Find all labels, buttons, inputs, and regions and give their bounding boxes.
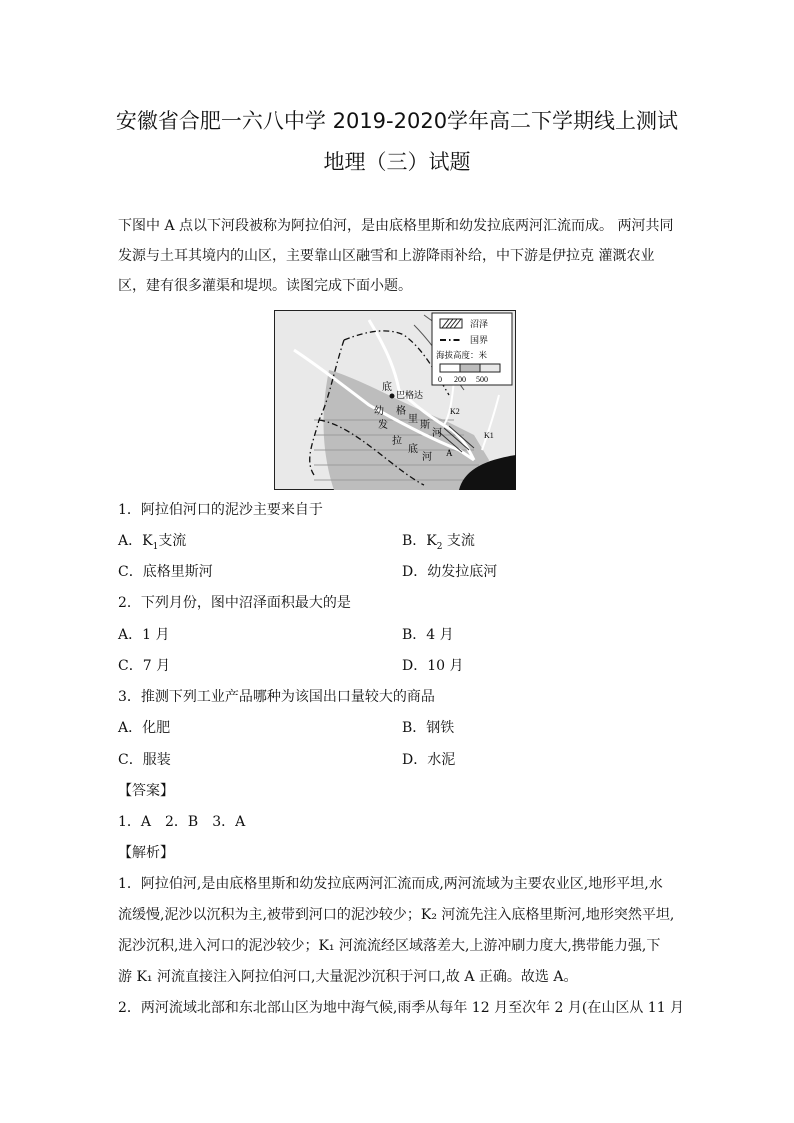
answer-heading: 【答案】 <box>118 783 174 799</box>
q2-option-d: D．10 月 <box>402 658 464 674</box>
q3-option-b: B．钢铁 <box>402 720 455 736</box>
q3-option-a: A．化肥 <box>118 720 171 736</box>
tigris-euphrates-map <box>274 310 516 490</box>
q2-option-c: C．7 月 <box>118 658 171 674</box>
k1-label: K1 <box>484 431 494 440</box>
svg-text:底: 底 <box>382 382 392 393</box>
document-title-line1: 安徽省合肥一六八中学 2019-2020学年高二下学期线上测试 <box>115 109 679 133</box>
q2-option-a: A．1 月 <box>118 627 170 643</box>
analysis-line: 2．两河流域北部和东北部山区为地中海气候,雨季从每年 12 月至次年 2 月(在山区从 11 月 <box>118 1000 685 1016</box>
svg-text:里: 里 <box>408 414 418 425</box>
point-a-label: A <box>446 448 453 458</box>
baghdad-marker <box>390 394 395 399</box>
legend-elevation-title: 海拔高度：米 <box>436 350 488 360</box>
q1-option-b: B．$K_2$ 支流 <box>402 533 475 552</box>
scale-label-0: 0 <box>438 375 442 384</box>
analysis-line: 流缓慢,泥沙以沉积为主,被带到河口的泥沙较少；K₂ 河流先注入底格里斯河,地形突然平坦, <box>118 907 675 923</box>
baghdad-label: 巴格达 <box>396 390 424 400</box>
q1-option-d: D．幼发拉底河 <box>402 564 498 580</box>
q3-option-d: D．水泥 <box>402 752 456 768</box>
question-1-stem: 1．阿拉伯河口的泥沙主要来自于 <box>118 502 323 518</box>
q1-option-a: A．$K_1$支流 <box>118 533 187 552</box>
q1-option-c: C．底格里斯河 <box>118 564 213 580</box>
svg-text:河: 河 <box>422 452 432 463</box>
analysis-line: 游 K₁ 河流直接注入阿拉伯河口,大量泥沙沉积于河口,故 A 正确。故选 A。 <box>118 969 578 985</box>
answer-list: 1．A 2．B 3．A <box>118 814 246 830</box>
svg-text:斯: 斯 <box>420 420 430 431</box>
analysis-line: 1．阿拉伯河,是由底格里斯和幼发拉底两河汇流而成,两河流域为主要农业区,地形平坦,水 <box>118 876 663 892</box>
legend-swamp-label: 沼泽 <box>470 319 489 329</box>
analysis-line: 泥沙沉积,进入河口的泥沙较少；K₁ 河流流经区域落差大,上游冲刷力度大,携带能力强,下 <box>118 938 661 954</box>
k2-label: K2 <box>450 407 460 416</box>
q2-option-b: B．4 月 <box>402 627 454 643</box>
document-title-line2: 地理（三）试题 <box>323 150 471 174</box>
svg-text:发: 发 <box>378 420 388 431</box>
question-2-stem: 2．下列月份，图中沼泽面积最大的是 <box>118 595 351 611</box>
svg-text:格: 格 <box>396 406 406 417</box>
svg-text:拉: 拉 <box>392 436 402 447</box>
intro-paragraph: 下图中 A 点以下河段被称为阿拉伯河，是由底格里斯和幼发拉底两河汇流而成。 两河共同发源与土耳其境内的山区，主要靠山区融雪和上游降雨补给，中下游是伊拉克 灌溉农业区，建有很多灌渠和堤坝。读图完成下面小题。 <box>118 218 674 294</box>
legend-border-label: 国界 <box>470 335 489 345</box>
svg-text:幼: 幼 <box>374 406 384 417</box>
scale-label-500: 500 <box>476 375 488 384</box>
scale-label-200: 200 <box>454 375 466 384</box>
question-3-stem: 3．推测下列工业产品哪种为该国出口量较大的商品 <box>118 689 435 705</box>
svg-text:底: 底 <box>408 444 418 455</box>
q3-option-c: C．服装 <box>118 752 171 768</box>
analysis-heading: 【解析】 <box>118 845 174 861</box>
svg-text:河: 河 <box>432 428 442 439</box>
